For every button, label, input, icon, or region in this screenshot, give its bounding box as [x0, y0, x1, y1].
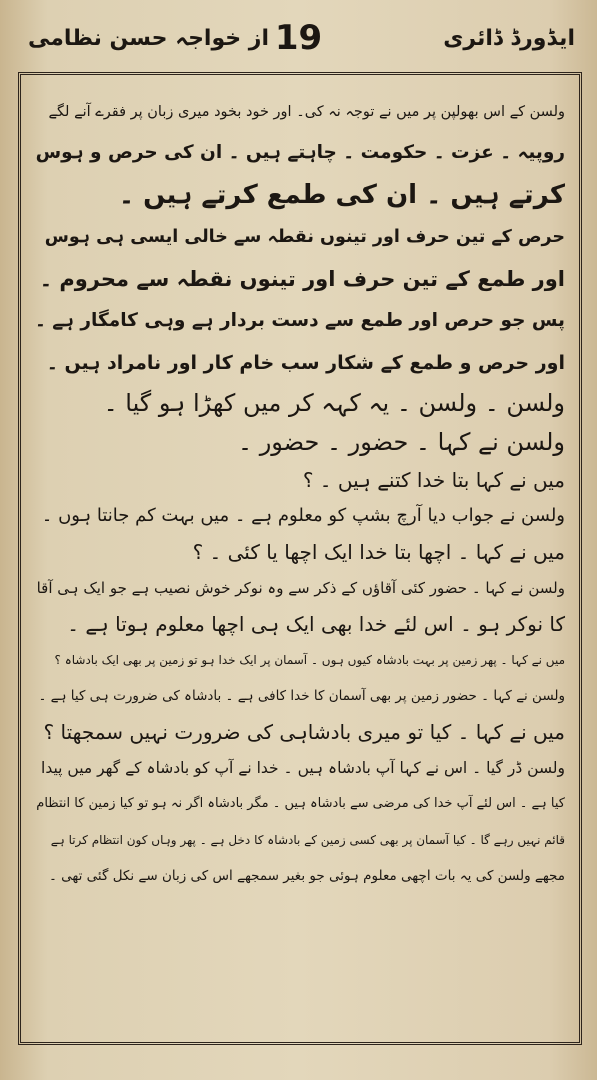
page-number: 19: [274, 18, 323, 58]
text-line: کا نوکر ہو ۔ اس لئے خدا بھی ایک ہی اچھا معلوم ہوتا ہے ۔: [67, 612, 565, 636]
text-line: ولسن کے اس بھولپن پر میں نے توجہ نہ کی۔ اور خود بخود میری زبان پر فقرے آنے لگے: [48, 104, 565, 120]
text-line: پس جو حرص اور طمع سے دست بردار ہے وہی کامگار ہے ۔: [34, 310, 565, 331]
text-line: قائم نہیں رہے گا ۔ کیا آسمان پر بھی کسی زمین کے بادشاہ کا دخل ہے ۔ پھر وہاں کون انتظام کرتا ہے: [50, 833, 565, 847]
text-line: کیا ہے ۔ اس لئے آپ خدا کی مرضی سے بادشاہ ہیں ۔ مگر بادشاہ اگر نہ ہو تو کیا زمین کا انتظام: [36, 796, 565, 811]
text-line: میں نے کہا بتا خدا کتنے ہیں ۔ ؟: [302, 468, 565, 492]
text-line: میں نے کہا ۔ اچھا بتا خدا ایک اچھا یا کئی ۔ ؟: [192, 540, 565, 564]
text-line: ولسن نے کہا ۔ حضور کئی آقاؤں کے ذکر سے وہ نوکر خوش نصیب ہے جو ایک ہی آقا: [36, 579, 565, 597]
text-line: اور حرص و طمع کے شکار سب خام کار اور نامراد ہیں ۔: [46, 352, 565, 374]
text-line: ولسن ڈر گیا ۔ اس نے کہا آپ بادشاہ ہیں ۔ خدا نے آپ کو بادشاہ کے گھر میں پیدا: [41, 759, 565, 777]
text-line: روپیہ ۔ عزت ۔ حکومت ۔ چاہتے ہیں ۔ ان کی حرص و ہوس: [35, 142, 565, 163]
text-line: ولسن ۔ ولسن ۔ یہ کہہ کر میں کھڑا ہو گیا ۔: [103, 389, 565, 417]
text-line: میں نے کہا ۔ کیا تو میری بادشاہی کی ضرورت نہیں سمجھتا ؟: [43, 720, 565, 744]
text-line: میں نے کہا ۔ پھر زمین پر بہت بادشاہ کیوں ہوں ۔ آسمان پر ایک خدا ہو تو زمین پر بھی ایک بادشاہ ؟: [54, 653, 565, 667]
author-name: از خواجہ حسن نظامی: [28, 26, 269, 51]
text-line: ولسن نے جواب دیا آرچ بشپ کو معلوم ہے ۔ میں بہت کم جانتا ہوں ۔: [41, 505, 565, 526]
page-header: [10, 18, 587, 70]
text-line: اور طمع کے تین حرف اور تینوں نقطہ سے محروم ۔: [39, 267, 565, 291]
text-line: حرص کے تین حرف اور تینوں نقطہ سے خالی ایسی ہی ہوس: [44, 227, 565, 247]
text-line: ولسن نے کہا ۔ حضور ۔ حضور ۔: [238, 428, 565, 456]
text-frame: [18, 72, 582, 1045]
text-line: کرتے ہیں ۔ ان کی طمع کرتے ہیں ۔: [118, 180, 565, 210]
text-line: ولسن نے کہا ۔ حضور زمین پر بھی آسمان کا خدا کافی ہے ۔ بادشاہ کی ضرورت ہی کیا ہے ۔: [38, 688, 565, 704]
text-line: مجھے ولسن کی یہ بات اچھی معلوم ہوئی جو بغیر سمجھے اس کی زبان سے نکل گئی تھی ۔: [48, 868, 565, 884]
page-body: [35, 93, 565, 894]
book-title: ایڈورڈ ڈائری: [443, 26, 575, 51]
